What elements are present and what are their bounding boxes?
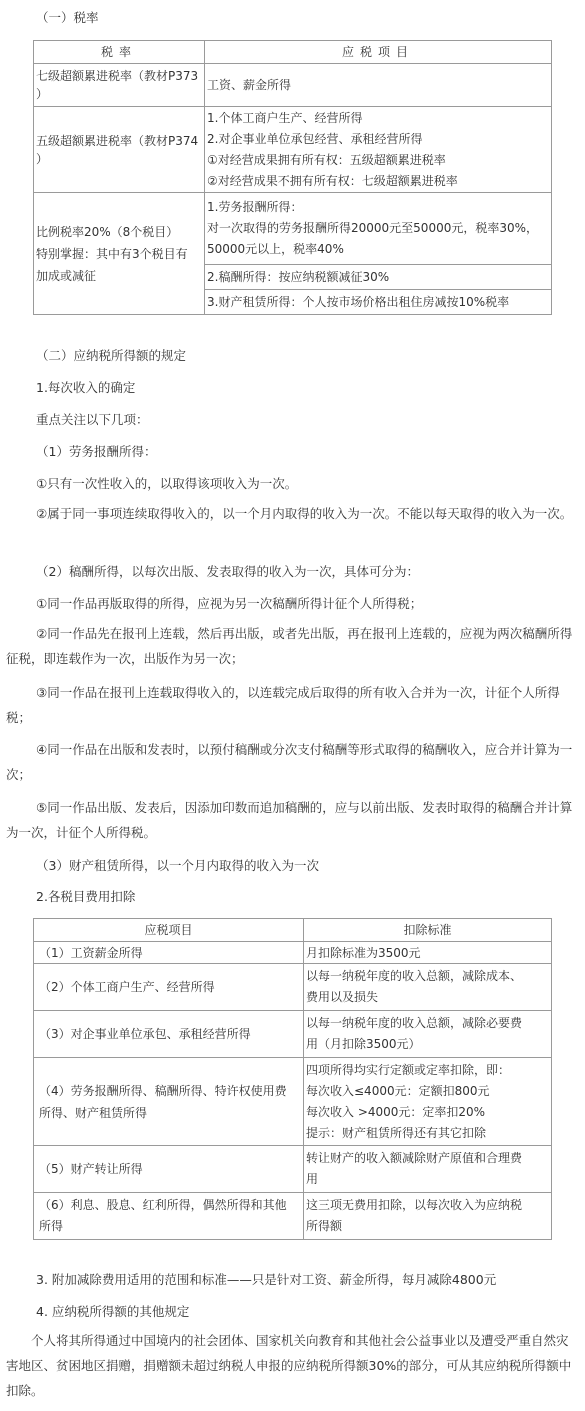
table-row bbox=[34, 193, 552, 265]
paragraph: 4. 应纳税所得额的其他规定 bbox=[36, 1304, 190, 1319]
table-row bbox=[34, 1193, 552, 1240]
paragraph: ②属于同一事项连续取得收入的，以一个月内取得的收入为一次。不能以每天取得的收入为一次。 bbox=[36, 506, 573, 521]
paragraph: 2.各税目费用扣除 bbox=[36, 889, 136, 904]
paragraph: ③同一作品在报刊上连载取得收入的，以连载完成后取得的所有收入合并为一次，计征个人所得税； bbox=[6, 685, 560, 725]
section-title-tax-rates: （一）税率 bbox=[36, 10, 99, 25]
table-row bbox=[34, 64, 552, 107]
deduction-cell: 月扣除标准为3500元 bbox=[304, 942, 552, 964]
paragraph: 3. 附加减除费用适用的范围和标准——只是针对工资、薪金所得，每月减除4800元 bbox=[36, 1272, 497, 1287]
section-title-taxable-income: （二）应纳税所得额的规定 bbox=[36, 348, 187, 363]
deduction-table bbox=[33, 918, 552, 1240]
taxable-item-cell: （1）工资薪金所得 bbox=[34, 942, 304, 964]
paragraph: 重点关注以下几项： bbox=[36, 412, 149, 427]
column-header: 应税项目 bbox=[34, 919, 304, 942]
taxable-item-cell: （6）利息、股息、红利所得，偶然所得和其他 所得 bbox=[34, 1193, 304, 1240]
rate-type-cell: 五级超额累进税率（教材P374 ） bbox=[34, 107, 205, 193]
deduction-cell: 这三项无费用扣除，以每次收入为应纳税 所得额 bbox=[304, 1193, 552, 1240]
paragraph: （1）劳务报酬所得： bbox=[36, 444, 157, 459]
paragraph: 个人将其所得通过中国境内的社会团体、国家机关向教育和其他社会公益事业以及遭受严重自然灾害地区、贫困地区捐赠，捐赠额未超过纳税人申报的应纳税所得额30%的部分，可从其应纳税所得额中扣除。 bbox=[6, 1333, 572, 1398]
deduction-cell: 转让财产的收入额减除财产原值和合理费 用 bbox=[304, 1146, 552, 1193]
taxable-item-cell: 工资、薪金所得 bbox=[205, 64, 552, 107]
taxable-item-cell: （2）个体工商户生产、经营所得 bbox=[34, 964, 304, 1011]
paragraph: 1.每次收入的确定 bbox=[36, 380, 136, 395]
taxable-item-cell: （3）对企事业单位承包、承租经营所得 bbox=[34, 1011, 304, 1058]
table-row bbox=[34, 1058, 552, 1146]
taxable-item-cell: 1.个体工商户生产、经营所得 2.对企事业单位承包经营、承租经营所得 ①对经营成果拥有所有权：五级超额累进税率 ②对经营成果不拥有所有权：七级超额累进税率 bbox=[205, 107, 552, 193]
taxable-item-cell: 1.劳务报酬所得： 对一次取得的劳务报酬所得20000元至50000元，税率30%， 50000元以上，税率40% bbox=[205, 193, 552, 265]
paragraph: ④同一作品在出版和发表时，以预付稿酬或分次支付稿酬等形式取得的稿酬收入，应合并计算为一次； bbox=[6, 742, 573, 782]
table-header-row bbox=[34, 919, 552, 942]
paragraph: ②同一作品先在报刊上连载，然后再出版，或者先出版，再在报刊上连载的，应视为两次稿酬所得征税，即连载作为一次，出版作为另一次； bbox=[6, 626, 573, 666]
column-header: 税率 bbox=[34, 41, 205, 64]
rate-type-cell: 七级超额累进税率（教材P373 ） bbox=[34, 64, 205, 107]
column-header: 应税项目 bbox=[205, 41, 552, 64]
deduction-cell: 以每一纳税年度的收入总额，减除成本、 费用以及损失 bbox=[304, 964, 552, 1011]
table-row bbox=[34, 1011, 552, 1058]
taxable-item-cell: 2.稿酬所得：按应纳税额减征30% bbox=[205, 265, 552, 290]
rate-type-cell: 比例税率20%（8个税目） 特别掌握：其中有3个税目有 加成或减征 bbox=[34, 193, 205, 315]
paragraph: ①同一作品再版取得的所得，应视为另一次稿酬所得计征个人所得税； bbox=[36, 596, 423, 611]
taxable-item-cell: （4）劳务报酬所得、稿酬所得、特许权使用费 所得、财产租赁所得 bbox=[34, 1058, 304, 1146]
column-header: 扣除标准 bbox=[304, 919, 552, 942]
table-row bbox=[34, 942, 552, 964]
taxable-item-cell: 3.财产租赁所得：个人按市场价格出租住房减按10%税率 bbox=[205, 290, 552, 315]
table-row bbox=[34, 107, 552, 193]
paragraph: ⑤同一作品出版、发表后，因添加印数而追加稿酬的，应与以前出版、发表时取得的稿酬合并计算为一次，计征个人所得税。 bbox=[6, 800, 573, 840]
table-header-row bbox=[34, 41, 552, 64]
deduction-cell: 以每一纳税年度的收入总额，减除必要费 用（月扣除3500元） bbox=[304, 1011, 552, 1058]
deduction-cell: 四项所得均实行定额或定率扣除，即： 每次收入≤4000元：定额扣800元 每次收入 >4000元：定率扣20% 提示：财产租赁所得还有其它扣除 bbox=[304, 1058, 552, 1146]
table-row bbox=[34, 1146, 552, 1193]
paragraph: ①只有一次性收入的，以取得该项收入为一次。 bbox=[36, 476, 298, 491]
tax-rate-table bbox=[33, 40, 552, 315]
taxable-item-cell: （5）财产转让所得 bbox=[34, 1146, 304, 1193]
table-row bbox=[34, 964, 552, 1011]
paragraph: （3）财产租赁所得，以一个月内取得的收入为一次 bbox=[36, 858, 319, 873]
paragraph: （2）稿酬所得，以每次出版、发表取得的收入为一次，具体可分为： bbox=[36, 564, 419, 579]
